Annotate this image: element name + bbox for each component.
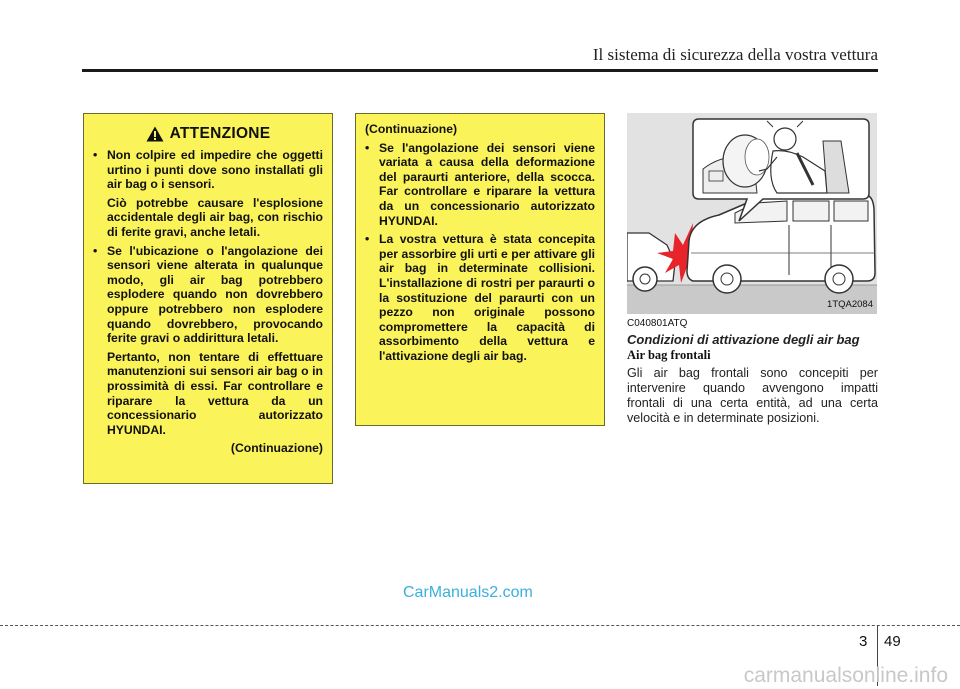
figure-code: 1TQA2084 bbox=[827, 299, 873, 310]
warning-bullet-1-text: Non colpire ed impedire che oggetti urtino i punti dove sono installati gli air bag o i sensori. bbox=[107, 148, 323, 192]
bullet-dot: • bbox=[365, 232, 370, 247]
continued-bullet-1-text: Se l'angolazione dei sensori viene variata a causa della deformazione del paraurti anteriore, della scocca. Far controllare e riparare la vettura da un concessionario autorizzato HYUNDAI. bbox=[379, 140, 595, 228]
warning-bullet-1 bbox=[93, 148, 323, 192]
continued-bullet-2-text: La vostra vettura è stata concepita per assorbire gli urti e per attivare gli air bag in determinate collisioni. L'installazione di rostri per paraurti o la sostituzione del paraurti con un pezzo non originale possono compromettere la capacità di assorbimento della vettura e l'attivazione degli air bag. bbox=[379, 232, 595, 363]
section-ref-code: C040801ATQ bbox=[627, 318, 688, 329]
warning-heading bbox=[93, 126, 323, 142]
continued-bullet-1 bbox=[365, 141, 595, 229]
header-rule bbox=[82, 69, 878, 72]
site-watermark: carmanualsonline.info bbox=[743, 664, 948, 687]
header-title: Il sistema di sicurezza della vostra vettura bbox=[592, 45, 878, 64]
section-title: Condizioni di attivazione degli air bag bbox=[627, 332, 860, 347]
bullet-dot: • bbox=[93, 148, 98, 162]
bullet-dot: • bbox=[365, 140, 370, 155]
airbag-illustration bbox=[627, 113, 877, 314]
chapter-number: 3 bbox=[859, 633, 868, 650]
footer-rule bbox=[0, 625, 960, 626]
continued-box bbox=[355, 113, 605, 426]
warning-bullet-2 bbox=[93, 244, 323, 346]
continued-heading: (Continuazione) bbox=[365, 122, 458, 136]
warning-icon bbox=[146, 126, 164, 142]
crash-illustration bbox=[627, 113, 877, 314]
warning-heading-text: ATTENZIONE bbox=[169, 124, 271, 142]
warning-box bbox=[83, 113, 333, 484]
bullet-dot: • bbox=[93, 243, 98, 258]
section-body: Gli air bag frontali sono concepiti per intervenire quando avvengono impatti frontali di una certa entità, ad una certa velocità e in determinate posizioni. bbox=[627, 366, 878, 425]
page-number: 49 bbox=[884, 633, 901, 650]
warning-bullet-2-para: Pertanto, non tentare di effettuare manutenzioni sui sensori air bag o in prossimità di essi. Far controllare e riparare la vettura da un concessionario autorizzato HYUNDAI. bbox=[107, 349, 323, 437]
section-subtitle: Air bag frontali bbox=[627, 348, 711, 362]
watermark-link[interactable]: CarManuals2.com bbox=[403, 584, 533, 601]
warning-bullet-1-para: Ciò potrebbe causare l'esplosione accidentale degli air bag, con rischio di ferite gravi, anche letali. bbox=[107, 195, 323, 239]
warning-bullet-2-text: Se l'ubicazione o l'angolazione dei sensori viene alterata in qualunque modo, gli air bag potrebbero esplodere quando non dovrebbero oppure potrebbero non esplodere quando dovrebbero, provocando ferite gravi o addirittura letali. bbox=[107, 243, 323, 346]
continued-bullet-2 bbox=[365, 232, 595, 363]
continued-label: (Continuazione) bbox=[230, 441, 323, 456]
